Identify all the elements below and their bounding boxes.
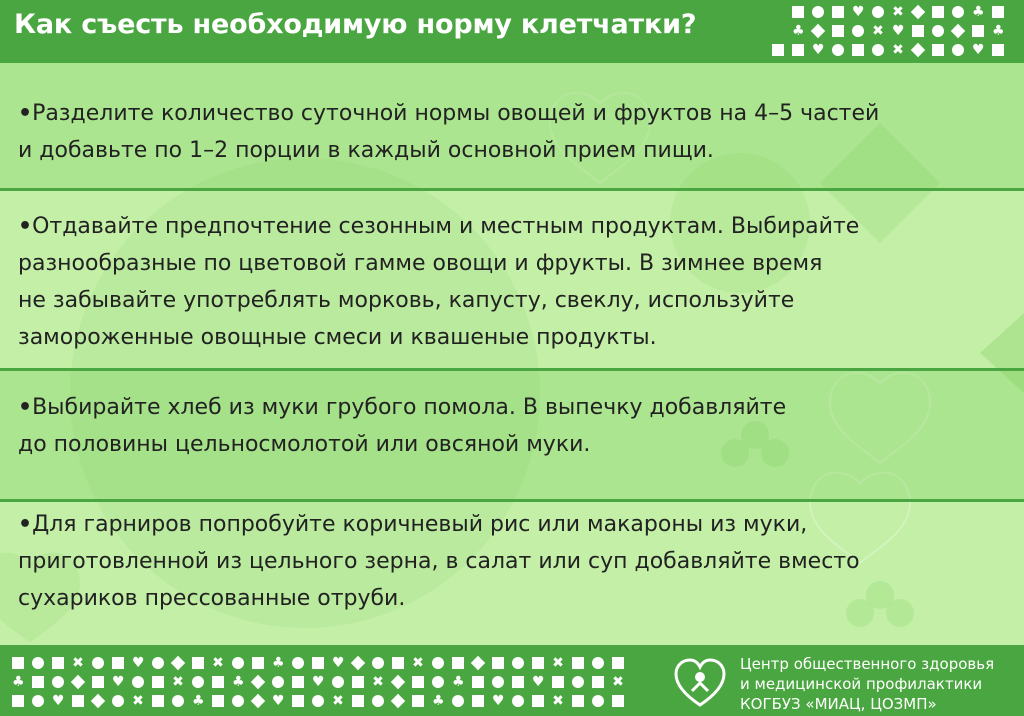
square-shape: [932, 44, 944, 56]
circle-shape: [372, 695, 384, 707]
heart-shape: ♥: [312, 674, 325, 690]
cross-shape: ✖: [552, 693, 564, 709]
circle-shape: [932, 25, 944, 37]
square-shape: [352, 676, 364, 688]
circle-shape: [232, 695, 244, 707]
cross-shape: ✖: [872, 23, 884, 39]
circle-shape: [572, 676, 584, 688]
circle-shape: [192, 676, 204, 688]
bullet-mark: •: [18, 214, 33, 239]
square-shape: [32, 676, 44, 688]
content-area: [0, 63, 1024, 645]
organization-name: Центр общественного здоровья и медицинской профилактики КОГБУЗ «МИАЦ, ЦОЗМП»: [740, 655, 995, 713]
circle-shape: [512, 657, 524, 669]
tip-body-2: Отдавайте предпочтение сезонным и местным продуктам. Выбирайте разнообразные по цветовой гамме овощи и фрукты. В зимнее время не забывайте употреблять морковь, капусту, свеклу, используйте замороженные овощные смеси и квашеные продукты.: [18, 214, 860, 350]
circle-shape: [292, 657, 304, 669]
square-shape: [312, 657, 324, 669]
header-pattern-middle: [792, 25, 1004, 37]
cross-shape: ✖: [372, 674, 384, 690]
circle-shape: [32, 695, 44, 707]
tip-band-1: [0, 63, 1024, 191]
club-shape: ♣: [792, 23, 805, 39]
club-shape: ♣: [192, 693, 205, 709]
square-shape: [592, 676, 604, 688]
tip-text-4: [18, 506, 996, 617]
heart-shape: ♥: [852, 4, 865, 20]
square-shape: [52, 657, 64, 669]
square-shape: [572, 695, 584, 707]
cross-shape: ✖: [132, 693, 144, 709]
square-shape: [832, 25, 844, 37]
square-shape: [412, 676, 424, 688]
heart-shape: ♥: [112, 674, 125, 690]
cross-shape: ✖: [552, 655, 564, 671]
bullet-mark: •: [18, 512, 33, 537]
diamond-shape: [251, 694, 265, 708]
club-shape: ♣: [12, 674, 25, 690]
square-shape: [792, 44, 804, 56]
cross-shape: ✖: [612, 674, 624, 690]
diamond-shape: [171, 656, 185, 670]
circle-shape: [952, 6, 964, 18]
square-shape: [352, 695, 364, 707]
diamond-shape: [811, 24, 825, 38]
bullet-mark: •: [18, 101, 33, 126]
tip-text-1: [18, 95, 996, 169]
square-shape: [572, 657, 584, 669]
square-shape: [192, 657, 204, 669]
circle-shape: [852, 25, 864, 37]
square-shape: [472, 676, 484, 688]
heart-shape: ♥: [972, 42, 985, 58]
square-shape: [12, 695, 24, 707]
heart-shape: ♥: [132, 655, 145, 671]
square-shape: [292, 695, 304, 707]
square-shape: [92, 676, 104, 688]
footer-pattern-bottom: [12, 695, 624, 707]
diamond-shape: [251, 675, 265, 689]
cross-shape: ✖: [892, 4, 904, 20]
square-shape: [512, 676, 524, 688]
tip-body-3: Выбирайте хлеб из муки грубого помола. В выпечку добавляйте до половины цельносмолотой или овсяной муки.: [18, 395, 787, 457]
diamond-shape: [351, 656, 365, 670]
square-shape: [292, 676, 304, 688]
tip-band-2: [0, 191, 1024, 371]
cross-shape: ✖: [332, 693, 344, 709]
club-shape: ♣: [992, 23, 1005, 39]
bullet-mark: •: [18, 395, 33, 420]
club-shape: ♣: [972, 4, 985, 20]
square-shape: [532, 695, 544, 707]
cross-shape: ✖: [212, 655, 224, 671]
tip-text-3: [18, 389, 996, 463]
club-shape: ♣: [272, 655, 285, 671]
square-shape: [152, 695, 164, 707]
square-shape: [852, 44, 864, 56]
heart-shape: ♥: [892, 23, 905, 39]
cross-shape: ✖: [72, 655, 84, 671]
cross-shape: ✖: [892, 42, 904, 58]
circle-shape: [952, 44, 964, 56]
diamond-shape: [951, 24, 965, 38]
heart-shape: ♥: [532, 674, 545, 690]
header-bar: [0, 0, 1024, 63]
circle-shape: [432, 676, 444, 688]
square-shape: [452, 657, 464, 669]
club-shape: ♣: [232, 674, 245, 690]
square-shape: [792, 6, 804, 18]
square-shape: [72, 695, 84, 707]
square-shape: [392, 657, 404, 669]
circle-shape: [592, 657, 604, 669]
circle-shape: [32, 657, 44, 669]
circle-shape: [492, 676, 504, 688]
square-shape: [252, 657, 264, 669]
circle-shape: [832, 44, 844, 56]
circle-shape: [272, 676, 284, 688]
square-shape: [412, 695, 424, 707]
diamond-shape: [391, 675, 405, 689]
circle-shape: [812, 6, 824, 18]
square-shape: [612, 695, 624, 707]
square-shape: [472, 695, 484, 707]
square-shape: [612, 657, 624, 669]
square-shape: [532, 657, 544, 669]
circle-shape: [512, 695, 524, 707]
square-shape: [932, 6, 944, 18]
heart-shape: ♥: [492, 693, 505, 709]
square-shape: [492, 657, 504, 669]
page-title: Как съесть необходимую норму клетчатки?: [14, 9, 697, 40]
footer-pattern-middle: [12, 676, 624, 688]
cross-shape: ✖: [412, 655, 424, 671]
diamond-shape: [471, 656, 485, 670]
heart-shape: ♥: [52, 693, 65, 709]
circle-shape: [92, 657, 104, 669]
square-shape: [212, 676, 224, 688]
square-shape: [772, 44, 784, 56]
circle-shape: [52, 676, 64, 688]
circle-shape: [372, 657, 384, 669]
tip-band-3: [0, 371, 1024, 502]
tip-text-2: [18, 208, 996, 356]
circle-shape: [232, 657, 244, 669]
square-shape: [152, 676, 164, 688]
diamond-shape: [911, 5, 925, 19]
square-shape: [112, 657, 124, 669]
club-shape: ♣: [452, 674, 465, 690]
diamond-shape: [391, 694, 405, 708]
header-pattern-top: [792, 6, 1004, 18]
circle-shape: [172, 695, 184, 707]
square-shape: [912, 25, 924, 37]
circle-shape: [332, 676, 344, 688]
footer-pattern-top: [12, 657, 624, 669]
circle-shape: [452, 695, 464, 707]
club-shape: ♣: [432, 693, 445, 709]
square-shape: [992, 6, 1004, 18]
heart-shape: ♥: [332, 655, 345, 671]
heart-shape: ♥: [812, 42, 825, 58]
square-shape: [972, 25, 984, 37]
tip-band-4: [0, 502, 1024, 645]
heart-logo-icon: [672, 655, 728, 711]
circle-shape: [312, 695, 324, 707]
square-shape: [12, 657, 24, 669]
circle-shape: [872, 6, 884, 18]
circle-shape: [432, 657, 444, 669]
diamond-shape: [911, 43, 925, 57]
header-pattern-bottom: [772, 44, 1004, 56]
square-shape: [992, 44, 1004, 56]
circle-shape: [132, 676, 144, 688]
square-shape: [552, 676, 564, 688]
circle-shape: [112, 695, 124, 707]
heart-shape: ♥: [272, 693, 285, 709]
cross-shape: ✖: [172, 674, 184, 690]
square-shape: [212, 695, 224, 707]
diamond-shape: [71, 675, 85, 689]
circle-shape: [152, 657, 164, 669]
square-shape: [832, 6, 844, 18]
diamond-shape: [91, 694, 105, 708]
circle-shape: [592, 695, 604, 707]
circle-shape: [872, 44, 884, 56]
tip-body-1: Разделите количество суточной нормы овощей и фруктов на 4–5 частей и добавьте по 1–2 порции в каждый основной прием пищи.: [18, 101, 880, 163]
tip-body-4: Для гарниров попробуйте коричневый рис или макароны из муки, приготовленной из цельного зерна, в салат или суп добавляйте вместо сухариков прессованные отруби.: [18, 512, 860, 611]
